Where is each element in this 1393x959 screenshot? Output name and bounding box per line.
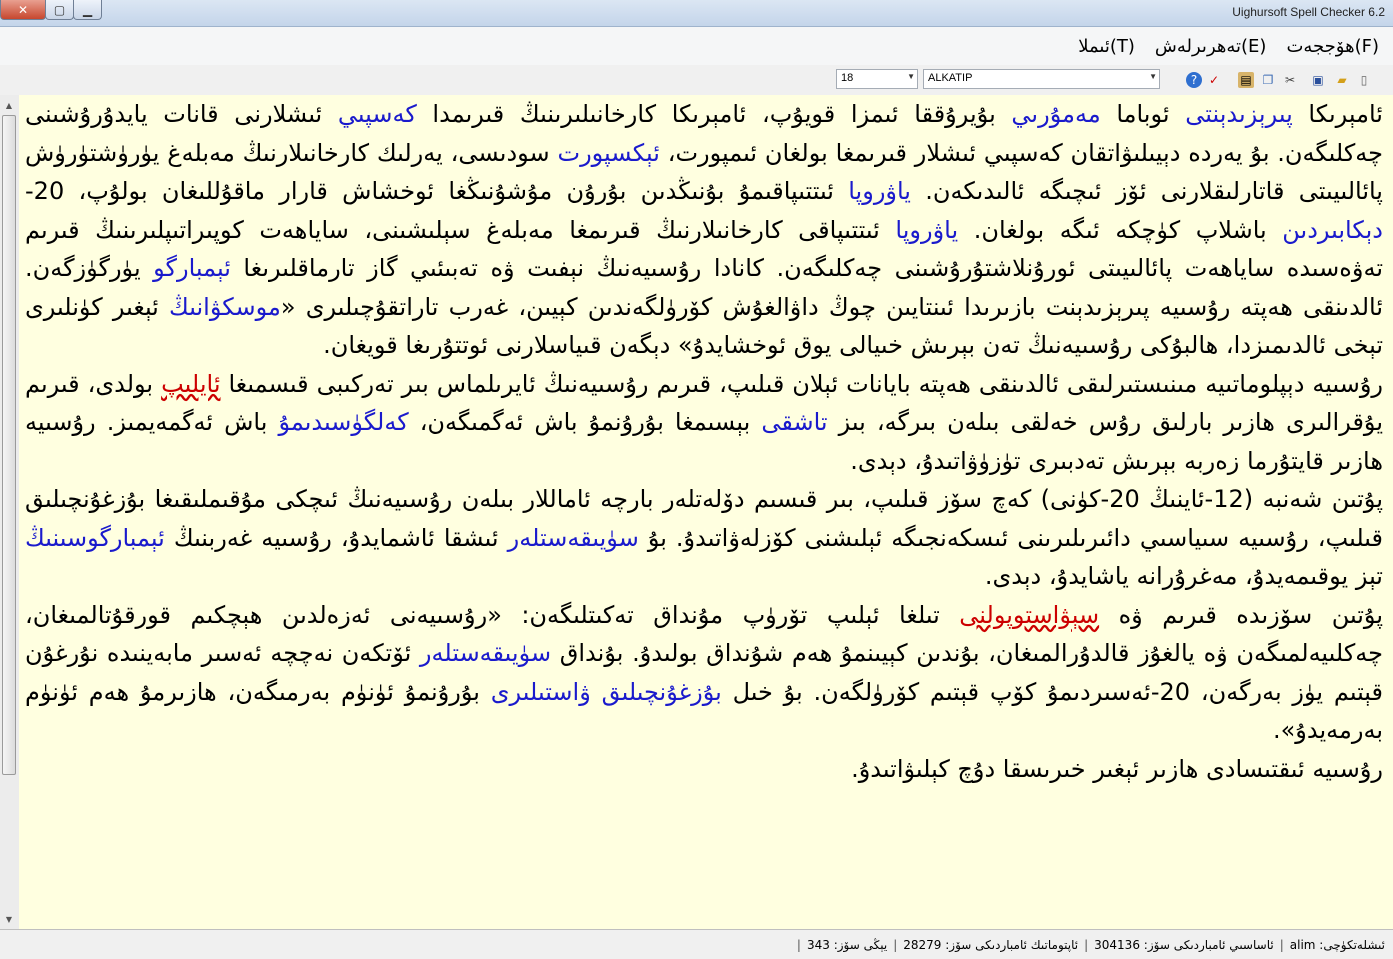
- status-auto-words: ئاپتوماتىك ئامباردىكى سۆز: 28279: [903, 937, 1079, 952]
- font-size-value: 18: [841, 72, 854, 84]
- text-run: رۇسىيە ئىقتىسادى ھازىر ئېغىر خىرىسقا دۇچ كېلىۋاتىدۇ.: [851, 754, 1383, 783]
- new-icon[interactable]: ▯: [1360, 73, 1368, 87]
- status-separator: |: [796, 937, 801, 952]
- status-bar: [0, 929, 1393, 959]
- suggested-word[interactable]: تاشقى: [761, 408, 828, 436]
- suggested-word[interactable]: سۈيىقەستلەر: [507, 523, 639, 552]
- document-paragraph: [25, 95, 1383, 365]
- text-run: سودىسى، يەرلىك كارخانىلارنىڭ مەبلەغ يۈرۈشتۈرۈش پائالىيىتى قاتارلىقلارنى ئۆز ئىچىگە ئالىدىكەن.: [25, 138, 1383, 205]
- text-run: ئوباما: [1100, 100, 1186, 128]
- scroll-up-icon[interactable]: ▲: [5, 100, 13, 110]
- menu-spelling[interactable]: ئىملا(T): [1078, 35, 1135, 57]
- menu-file[interactable]: ھۆججەت(F): [1286, 35, 1379, 57]
- suggested-word[interactable]: مەمۇرىي: [1011, 100, 1101, 128]
- suggested-word[interactable]: كەلگۈسىدىمۇ: [278, 408, 409, 436]
- document-editor[interactable]: [19, 95, 1393, 929]
- copy-icon[interactable]: ❐: [1262, 73, 1274, 87]
- vertical-scrollbar[interactable]: [0, 95, 20, 929]
- suggested-word[interactable]: كەسپىي: [337, 100, 417, 128]
- toolbar: [0, 65, 1393, 96]
- misspelled-word[interactable]: سېۋاستوپولنى: [959, 600, 1100, 629]
- text-run: ئېغىر كۈنلىرى تېخى ئالدىمىزدا، ھالبۇكى رۇسىيەنىڭ تەن بېرىش خىيالى يوق ئوخشايدۇ» دېگەن قىياسلارنى ئوتتۇرىغا قويغان.: [25, 292, 1383, 359]
- text-run: ئامېرىكا: [1292, 100, 1383, 128]
- suggested-word[interactable]: ئېمبارگوسىنىڭ: [25, 523, 165, 552]
- font-name-select[interactable]: [923, 69, 1160, 89]
- status-separator: |: [1279, 937, 1284, 952]
- maximize-button[interactable]: [45, 0, 74, 20]
- help-icon[interactable]: ?: [1186, 72, 1202, 88]
- text-run: ئىشقا ئاشمايدۇ، رۇسىيە غەربنىڭ: [164, 523, 508, 552]
- suggested-word[interactable]: دېكابىردىن: [1282, 215, 1383, 244]
- document-paragraph: [25, 365, 1383, 481]
- suggested-word[interactable]: پىرېزىدېنتى: [1185, 100, 1293, 128]
- status-separator: |: [893, 937, 898, 952]
- paste-icon[interactable]: ▤: [1238, 72, 1254, 88]
- status-separator: |: [1084, 937, 1089, 952]
- text-run: پۇتىن شەنبە (12-ئاينىڭ 20-كۈنى) كەچ سۆز قىلىپ، بىر قىسىم دۆلەتلەر بارچە ئاماللار بىلەن رۇسىيەنىڭ ئىچكى مۇقىملىقىغا بۇزغۇنچىلىق قىلىپ، رۇسىيە سىياسىي دائىرىلىرىنى ئىسكەنجىگە ئېلىشنى كۆزلەۋاتىدۇ. بۇ: [25, 485, 1384, 552]
- document-paragraph: [25, 596, 1383, 750]
- save-icon[interactable]: ▣: [1312, 73, 1324, 87]
- minimize-icon: ▁: [82, 2, 93, 17]
- text-run: رۇسىيە دېپلوماتىيە مىنىستىرلىقى ئالدىنقى ھەپتە بايانات ئېلان قىلىپ، قىرىم رۇسىيەنىڭ ئايرىلماس بىر تەركىبى قىسمىغا: [220, 369, 1384, 398]
- suggested-word[interactable]: ئېمبارگو: [153, 254, 231, 282]
- text-run: باش ئەگمەيمىز. رۇسىيە ھازىر قايتۇرما زەربە بېرىش تەدبىرى تۈزۈۋاتىدۇ، دېدى.: [25, 408, 1383, 475]
- open-icon[interactable]: ▰: [1337, 73, 1347, 87]
- chevron-down-icon: ▼: [1149, 72, 1157, 81]
- menu-edit[interactable]: تەھرىرلەش(E): [1154, 35, 1267, 57]
- window-title: Uighursoft Spell Checker 6.2: [1232, 5, 1385, 19]
- maximize-icon: ▢: [53, 2, 66, 17]
- text-run: ئىشلارنى قانات يايدۇرۇشىنى چەكلىگەن. بۇ يەردە دېيىلىۋاتقان كەسپىي ئىشلار قىرىمغا بولغان ئىمپورت،: [25, 100, 1383, 167]
- text-run: بولدى، قىرىم يۇقرالىرى ھازىر بارلىق رۇس خەلقى بىلەن بىرگە، بىز: [25, 369, 1383, 436]
- suggested-word[interactable]: ياۋروپا: [848, 177, 911, 205]
- font-size-select[interactable]: [836, 69, 918, 89]
- text-run: بۇيرۇققا ئىمزا قويۇپ، ئامېرىكا كارخانىلىرىنىڭ قىرىمدا: [416, 100, 1012, 128]
- title-bar: [0, 0, 1393, 27]
- document-text[interactable]: [19, 95, 1393, 788]
- menu-bar: [0, 27, 1393, 65]
- document-paragraph: [25, 480, 1383, 596]
- text-run: بۇرۇنمۇ ئۈنۈم بەرمىگەن، ھازىرمۇ ھەم ئۈنۈم بەرمەيدۇ».: [25, 677, 1383, 744]
- text-run: بېسىمغا بۇرۇنمۇ باش ئەگمىگەن،: [408, 408, 762, 436]
- suggested-word[interactable]: بۇزغۇنچىلىق ۋاستىلىرى: [490, 677, 722, 706]
- status-new-words: يېڭى سۆز: 343: [806, 937, 888, 952]
- cut-icon[interactable]: ✂: [1284, 73, 1296, 87]
- status-base-words: ئاساسىي ئامباردىكى سۆز: 304136: [1094, 937, 1274, 952]
- text-run: ئىتتىپاقى كارخانىلارنىڭ قىرىمغا مەبلەغ سېلىشىنى، ساياھەت كوپىراتىپلىرىنىڭ قىرىم تەۋەسىدە ساياھەت پائالىيىتى ئورۇنلاشتۇرۇشىنى چەكلىگەن. كانادا رۇسىيەنىڭ نېفىت ۋە تەبىئىي گاز تارماقلىرىغا: [25, 215, 1383, 282]
- text-run: باشلاپ كۈچكە ئىگە بولغان.: [958, 215, 1283, 244]
- status-user: ئىشلەتكۈچى: alim: [1289, 937, 1385, 952]
- text-run: تېز يوقىمەيدۇ، مەغرۇرانە ياشايدۇ، دېدى.: [984, 562, 1383, 590]
- text-run: ئىتتىپاقىمۇ بۇنىڭدىن بۇرۇن مۇشۇنىڭغا ئوخشاش قارار ماقۇللىغان بولۇپ، 20-: [25, 177, 849, 205]
- scroll-down-icon[interactable]: ▼: [5, 914, 13, 924]
- suggested-word[interactable]: سۈيىقەستلەر: [419, 639, 552, 667]
- suggested-word[interactable]: ئېكسپورت: [557, 138, 660, 167]
- text-run: ئۆتكەن نەچچە ئەسىر مابەينىدە نۇرغۇن قېتىم يۈز بەرگەن، 20-ئەسىردىمۇ كۆپ قېتىم كۆرۈلگەن. بۇ خىل: [25, 639, 1384, 706]
- spellcheck-icon[interactable]: ✓: [1208, 73, 1220, 87]
- chevron-down-icon: ▼: [907, 72, 915, 81]
- suggested-word[interactable]: ياۋروپا: [895, 215, 959, 244]
- text-run: پۇتىن سۆزىدە قىرىم ۋە: [1099, 600, 1383, 629]
- document-paragraph: [25, 750, 1383, 789]
- text-run: تىلغا ئېلىپ تۆرۈپ مۇنداق تەكىتلىگەن: «رۇسىيەنى ئەزەلدىن ھېچكىم قورقۇتالمىغان، چەكلىيەلمىگەن ۋە يالغۇز قالدۇرالمىغان، بۇندىن كېيىنمۇ ھەم شۇنداق بولىدۇ. بۇنداق: [25, 600, 1383, 667]
- text-run: يۈرگۈزگەن. ئالدىنقى ھەپتە رۇسىيە پىرېزىدېنت بازىرىدا ئىنتايىن چوڭ داۋالغۇش كۆرۈلگەندىن كېيىن، غەرب تاراتقۇچىلىرى «: [25, 254, 1383, 321]
- misspelled-word[interactable]: ئايلىپ: [161, 369, 221, 398]
- close-button[interactable]: [0, 0, 46, 20]
- suggested-word[interactable]: موسكۋانىڭ: [169, 292, 281, 321]
- font-name-value: ALKATIP: [928, 72, 973, 84]
- minimize-button[interactable]: [73, 0, 102, 20]
- close-icon: ✕: [17, 2, 29, 17]
- scroll-thumb[interactable]: [2, 115, 16, 775]
